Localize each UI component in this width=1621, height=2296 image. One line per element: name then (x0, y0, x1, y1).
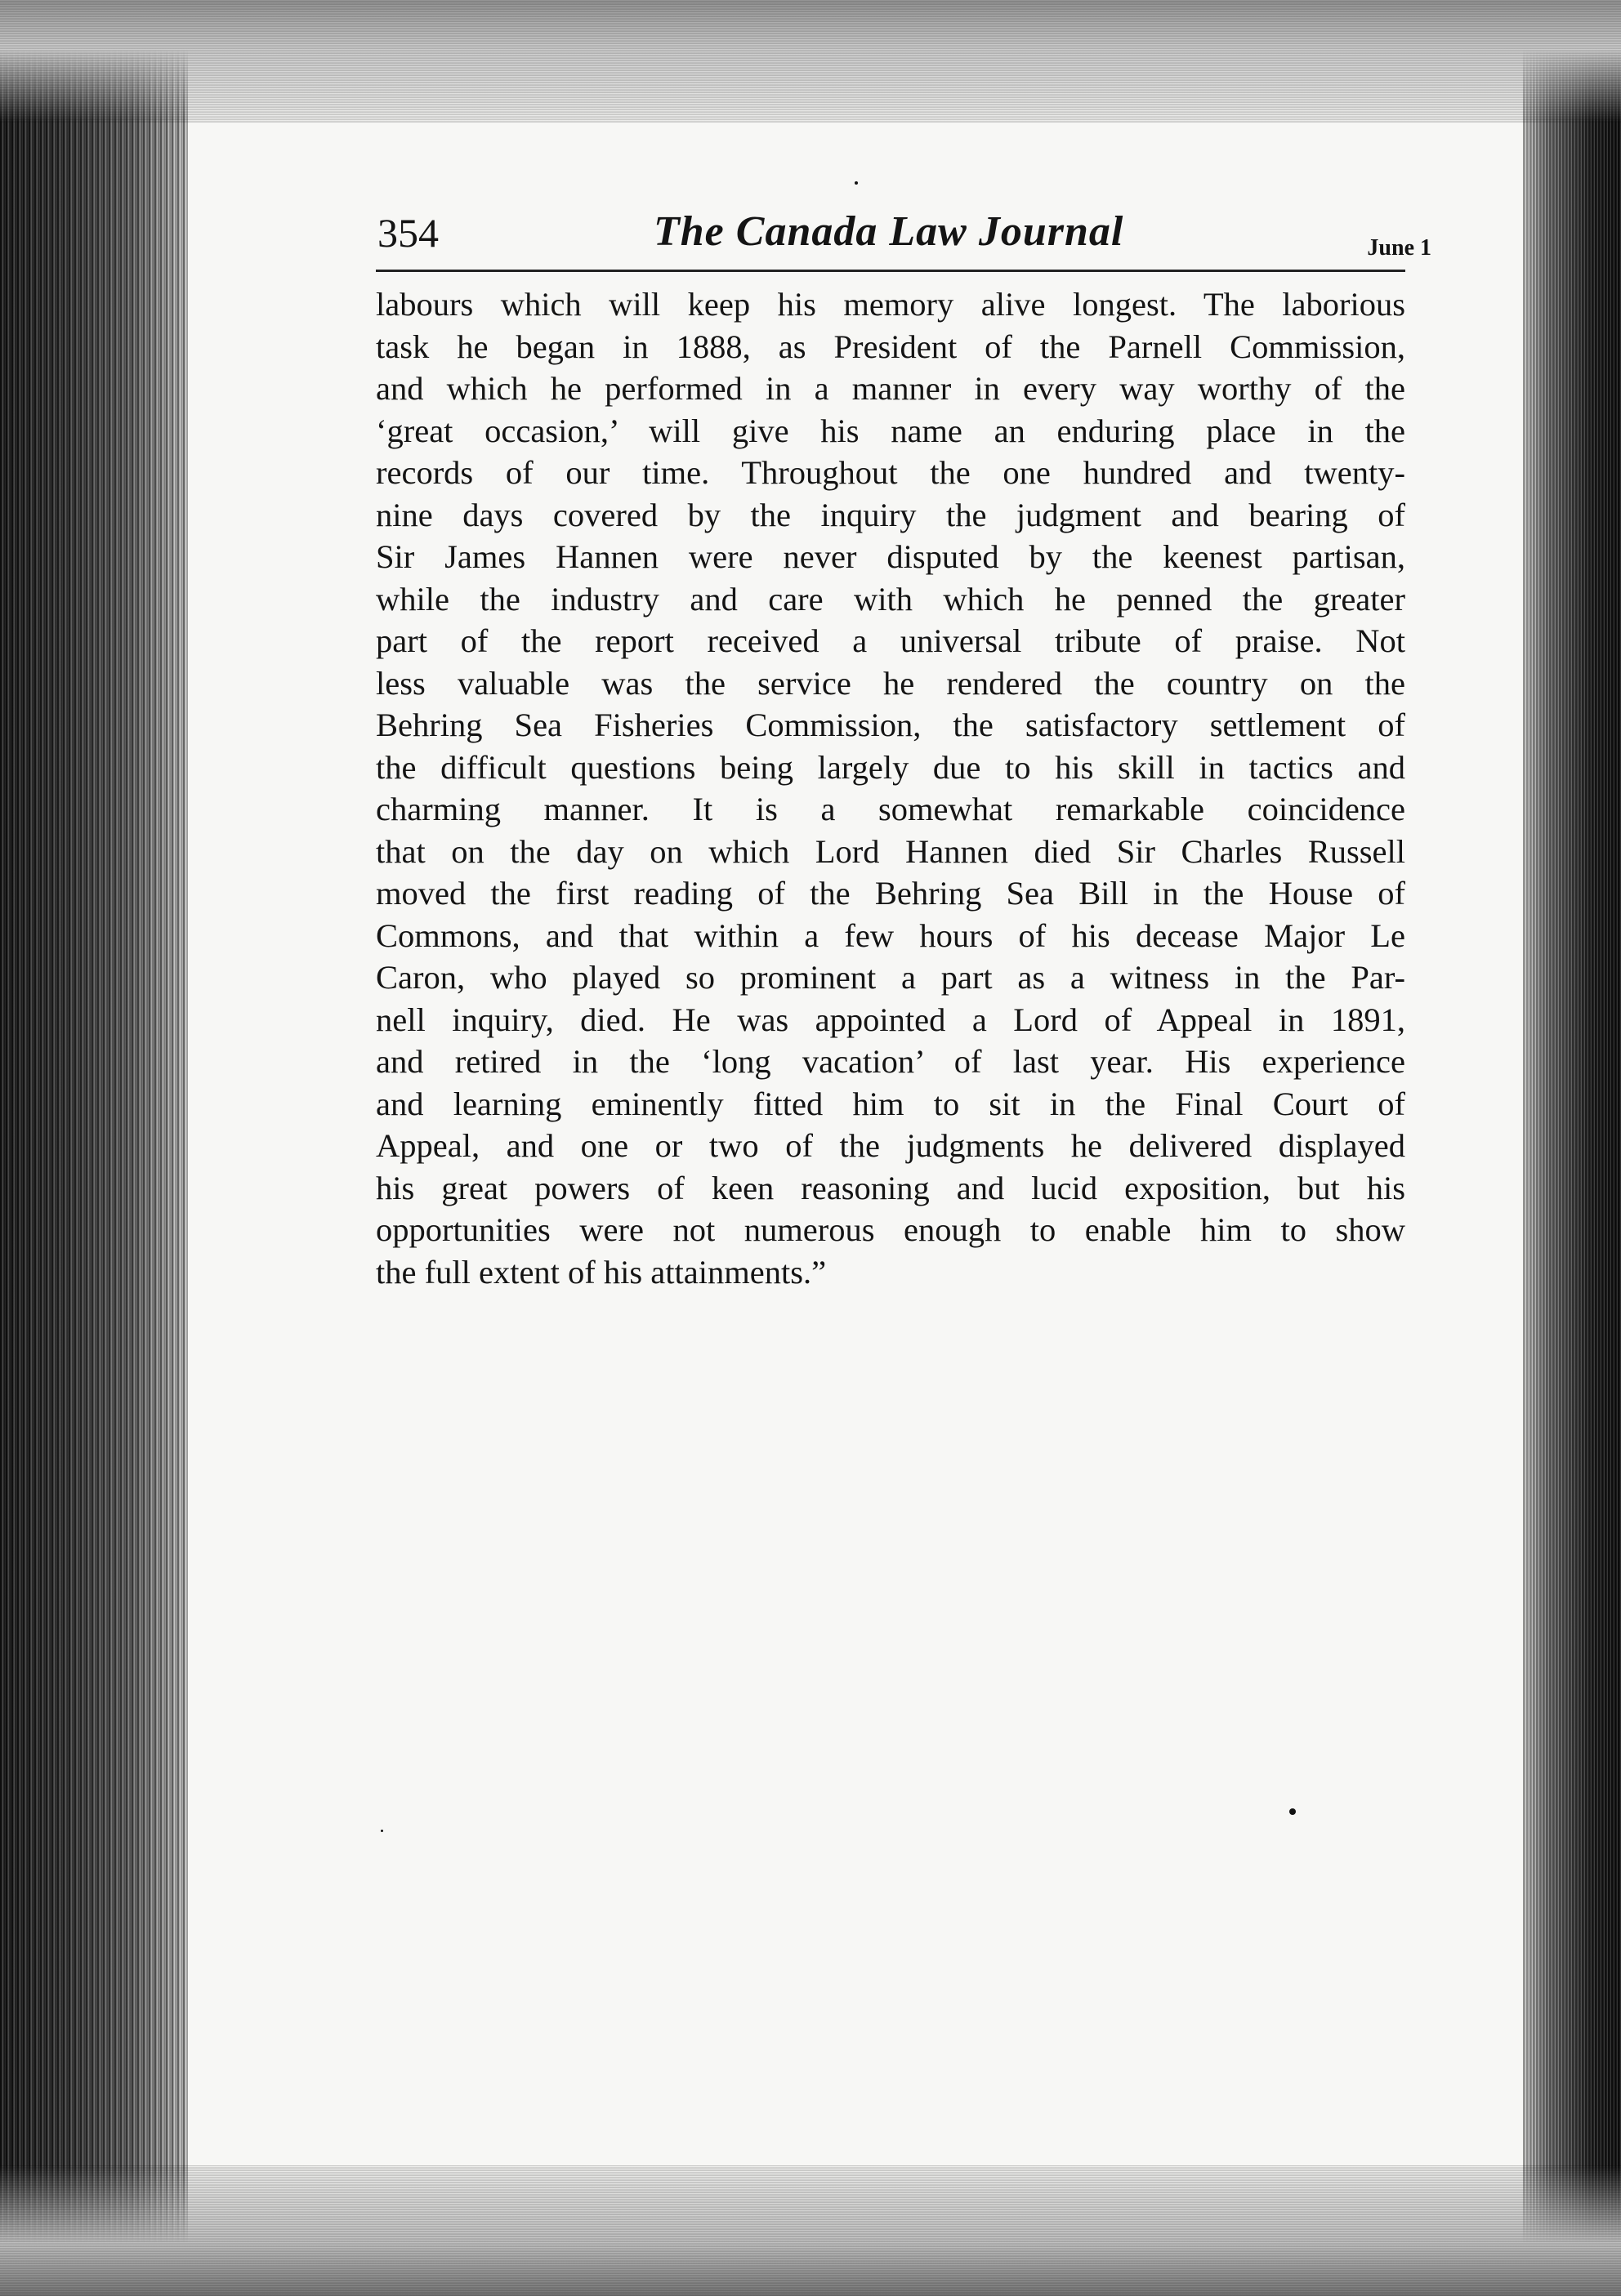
text-line: charming manner. It is a somewhat remarkable coincidence (376, 791, 1405, 827)
page-content (376, 204, 1431, 1293)
scan-speck (1289, 1808, 1296, 1815)
text-line: the difficult questions being largely due to his skill in tactics and (376, 748, 1405, 786)
text-line: Caron, who played so prominent a part as a witness in the Par- (376, 959, 1405, 996)
text-line: Appeal, and one or two of the judgments he delivered displayed (376, 1127, 1405, 1164)
text-line: Behring Sea Fisheries Commission, the satisfactory settlement of (376, 707, 1405, 743)
text-line: labours which will keep his memory alive longest. The laborious (376, 286, 1405, 323)
text-line: moved the first reading of the Behring Sea Bill in the House of (376, 875, 1405, 912)
text-line: task he began in 1888, as President of the Parnell Commission, (376, 328, 1405, 365)
scan-speck (381, 1830, 383, 1832)
text-line: that on the day on which Lord Hannen died Sir Charles Russell (376, 832, 1405, 870)
book-gutter-shadow-left (0, 0, 188, 2296)
running-head (376, 204, 1431, 272)
scan-speck (855, 181, 858, 185)
text-line: opportunities were not numerous enough to enable him to show (376, 1211, 1405, 1248)
text-line: the full extent of his attainments.” (376, 1253, 827, 1291)
text-line: Commons, and that within a few hours of his decease Major Le (376, 916, 1405, 954)
text-line: and which he performed in a manner in every way worthy of the (376, 370, 1405, 407)
issue-date: June 1 (1367, 235, 1431, 261)
scan-edge-top (0, 0, 1621, 123)
text-line: records of our time. Throughout the one hundred and twenty- (376, 454, 1405, 491)
text-line: and learning eminently fitted him to sit in the Final Court of (376, 1085, 1405, 1122)
text-line: less valuable was the service he rendered the country on the (376, 664, 1405, 702)
text-line: part of the report received a universal tribute of praise. Not (376, 622, 1405, 659)
scan-edge-bottom (0, 2165, 1621, 2296)
text-line: nine days covered by the inquiry the judgment and bearing of (376, 496, 1405, 533)
body-paragraph (376, 283, 1405, 1293)
journal-title: The Canada Law Journal (654, 208, 1124, 255)
book-edge-shadow-right (1523, 0, 1621, 2296)
text-line: his great powers of keen reasoning and lucid exposition, but his (376, 1169, 1405, 1206)
text-line: and retired in the ‘long vacation’ of last year. His experience (376, 1043, 1405, 1080)
text-line: Sir James Hannen were never disputed by the keenest partisan, (376, 538, 1405, 575)
text-line: nell inquiry, died. He was appointed a Lord of Appeal in 1891, (376, 1001, 1405, 1038)
text-line: while the industry and care with which he penned the greater (376, 580, 1405, 617)
text-line: ‘great occasion,’ will give his name an enduring place in the (376, 412, 1405, 449)
page-number: 354 (377, 210, 439, 256)
